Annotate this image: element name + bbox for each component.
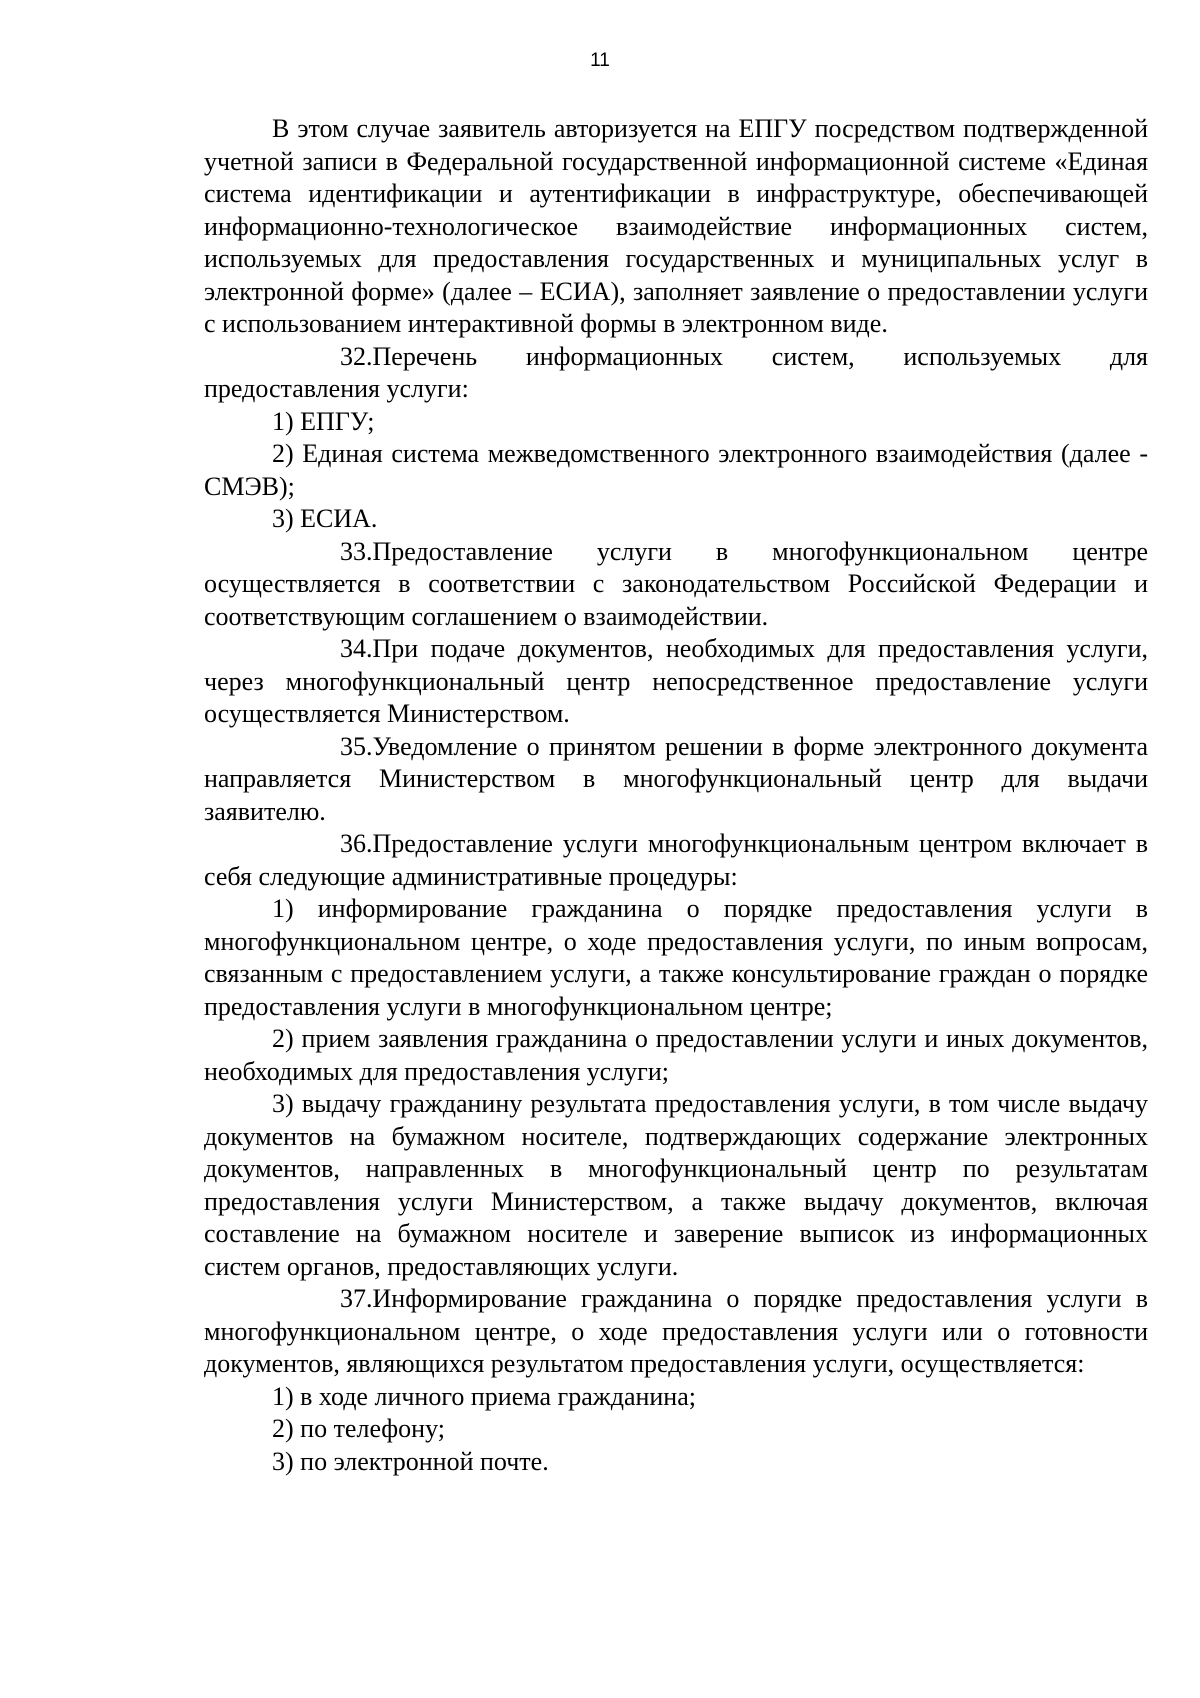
paragraph-number: 35. <box>340 731 373 761</box>
paragraph-number: 36. <box>340 829 373 858</box>
paragraph-35 <box>204 731 1148 829</box>
list-item <box>204 893 1148 1023</box>
paragraph-text: Предоставление услуги в многофункциональном центре осуществляется в соответствии с законодательством Российской Федерации и соответствующим соглашением о взаимодействии. <box>204 536 1148 631</box>
list-item-text: 3) выдачу гражданину результата предоставления услуги, в том числе выдачу документов на бумажном носителе, подтверждающих содержание электронных документов, направленных в многофункциональный центр по результатам предоставления услуги Министерством, а также выдачу документов, включая составление на бумажном носителе и заверение выписок из информационных систем органов, предоставляющих услуги. <box>204 1089 1148 1281</box>
paragraph-37 <box>204 1283 1148 1381</box>
paragraph-34 <box>204 633 1148 731</box>
paragraph-text: Уведомление о принятом решении в форме электронного документа направляется Министерством в многофункциональный центр для выдачи заявителю. <box>204 731 1148 826</box>
paragraph-text: Информирование гражданина о порядке предоставления услуги в многофункциональном центре, о ходе предоставления услуги или о готовности документов, являющихся результатом предоставления услуги, осуществляется: <box>204 1284 1148 1378</box>
list-item <box>204 1088 1148 1283</box>
paragraph-number: 32. <box>340 341 373 371</box>
list-item-text: 2) по телефону; <box>272 1414 445 1443</box>
paragraph-number: 34. <box>340 634 373 663</box>
list-item <box>204 438 1148 503</box>
paragraph-number: 33. <box>340 536 373 566</box>
paragraph-text: Предоставление услуги многофункциональным центром включает в себя следующие административные процедуры: <box>204 829 1148 891</box>
paragraph-text: В этом случае заявитель авторизуется на ЕПГУ посредством подтвержденной учетной записи в Федеральной государственной информационной системе «Единая система идентификации и аутентификации в инфраструктуре, обеспечивающей информационно-технологическое взаимодействие информационных систем, используемых для предоставления государственных и муниципальных услуг в электронной форме» (далее – ЕСИА), заполняет заявление о предоставлении услуги с использованием интерактивной формы в электронном виде. <box>204 114 1148 338</box>
list-item-text: 3) ЕСИА. <box>272 504 378 533</box>
list-item <box>204 406 1148 439</box>
page-number: 11 <box>590 50 610 71</box>
list-item <box>204 503 1148 536</box>
paragraph-intro <box>204 113 1148 341</box>
document-body <box>204 113 1148 1478</box>
list-item-text: 2) Единая система межведомственного электронного взаимодействия (далее - СМЭВ); <box>204 439 1148 501</box>
list-item-text: 2) прием заявления гражданина о предоставлении услуги и иных документов, необходимых для предоставления услуги; <box>204 1024 1148 1086</box>
paragraph-text: При подаче документов, необходимых для предоставления услуги, через многофункциональный центр непосредственное предоставление услуги осуществляется Министерством. <box>204 634 1148 728</box>
paragraph-33 <box>204 536 1148 634</box>
paragraph-36 <box>204 828 1148 893</box>
list-item-text: 1) информирование гражданина о порядке предоставления услуги в многофункциональном центре, о ходе предоставления услуги, по иным вопросам, связанным с предоставлением услуги, а также консультирование граждан о порядке предоставления услуги в многофункциональном центре; <box>204 894 1148 1021</box>
paragraph-text: Перечень информационных систем, используемых для предоставления услуги: <box>204 341 1148 403</box>
paragraph-number: 37. <box>340 1284 373 1313</box>
list-item-text: 1) ЕПГУ; <box>272 406 375 436</box>
list-item <box>204 1413 1148 1446</box>
list-item-text: 3) по электронной почте. <box>272 1446 549 1476</box>
paragraph-32 <box>204 341 1148 406</box>
list-item-text: 1) в ходе личного приема гражданина; <box>272 1381 696 1411</box>
list-item <box>204 1023 1148 1088</box>
list-item <box>204 1446 1148 1479</box>
list-item <box>204 1381 1148 1414</box>
